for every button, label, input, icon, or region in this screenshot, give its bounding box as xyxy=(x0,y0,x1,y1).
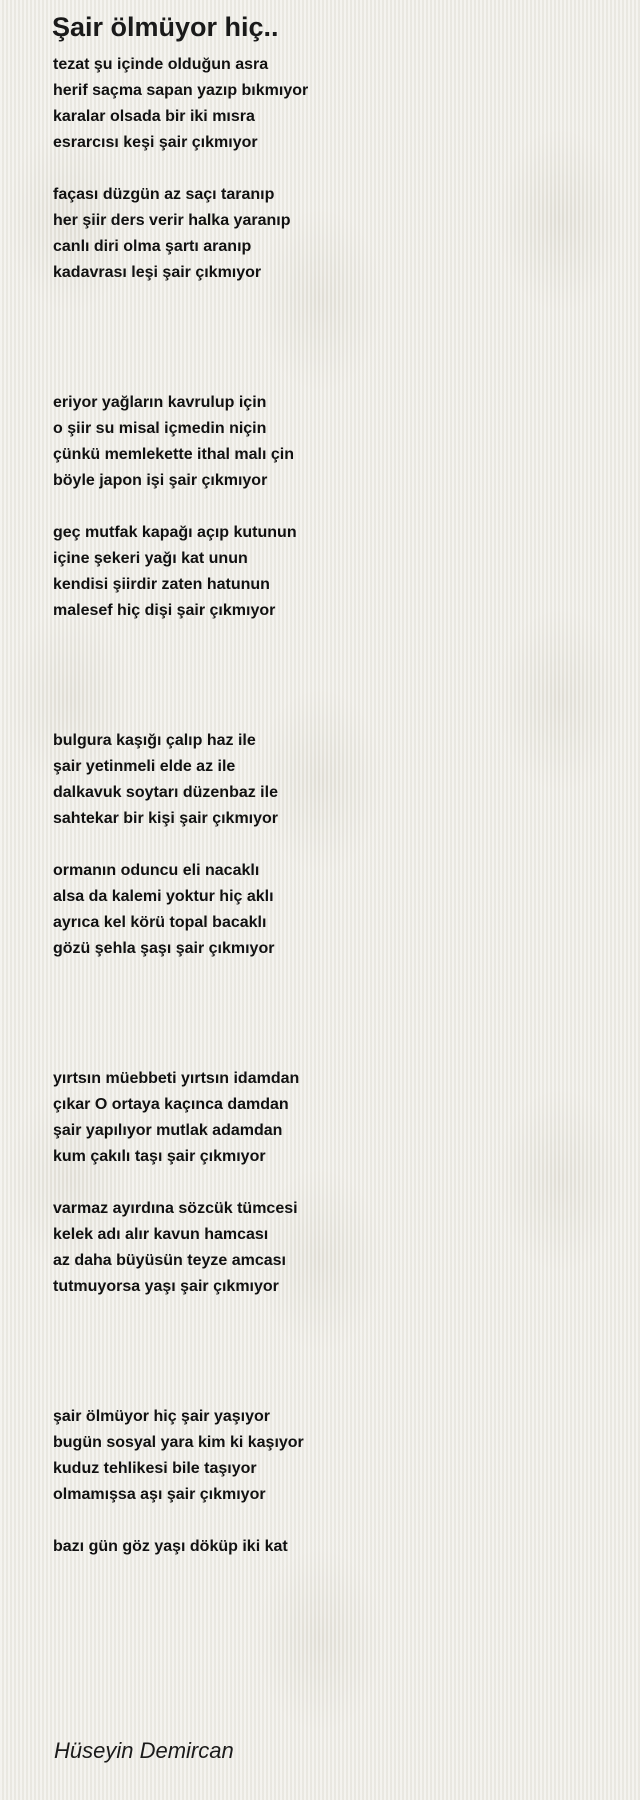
poem-line: çıkar O ortaya kaçınca damdan xyxy=(53,1096,289,1113)
poem-line: kendisi şiirdir zaten hatunun xyxy=(53,576,270,593)
poem-line: yırtsın müebbeti yırtsın idamdan xyxy=(53,1070,300,1087)
poem-line: şair yapılıyor mutlak adamdan xyxy=(53,1122,283,1139)
poem-line: herif saçma sapan yazıp bıkmıyor xyxy=(53,82,309,99)
section-spacer xyxy=(53,962,613,1066)
poem-line: olmamışsa aşı şair çıkmıyor xyxy=(53,1486,266,1503)
stanza-5 xyxy=(53,728,613,832)
poem-line: karalar olsada bir iki mısra xyxy=(53,108,255,125)
poem-title: Şair ölmüyor hiç.. xyxy=(52,12,279,42)
poem-line: şair yetinmeli elde az ile xyxy=(53,758,236,775)
stanza-10 xyxy=(53,1534,613,1560)
poem-line: malesef hiç dişi şair çıkmıyor xyxy=(53,602,276,619)
stanza-7 xyxy=(53,1066,613,1170)
poem-line: o şiir su misal içmedin niçin xyxy=(53,420,267,437)
poem-line: kum çakılı taşı şair çıkmıyor xyxy=(53,1148,266,1165)
stanza-spacer xyxy=(53,1170,613,1196)
section-spacer xyxy=(53,1300,613,1404)
stanza-spacer xyxy=(53,156,613,182)
poem-line: şair ölmüyor hiç şair yaşıyor xyxy=(53,1408,270,1425)
section-spacer xyxy=(53,624,613,728)
poem-line: bazı gün göz yaşı döküp iki kat xyxy=(53,1538,288,1555)
poem-line: az daha büyüsün teyze amcası xyxy=(53,1252,286,1269)
poem-line: sahtekar bir kişi şair çıkmıyor xyxy=(53,810,279,827)
poem-line: dalkavuk soytarı düzenbaz ile xyxy=(53,784,278,801)
stanza-9 xyxy=(53,1404,613,1508)
poem-line: eriyor yağların kavrulup için xyxy=(53,394,267,411)
poem-line: tutmuyorsa yaşı şair çıkmıyor xyxy=(53,1278,279,1295)
poem-line: böyle japon işi şair çıkmıyor xyxy=(53,472,268,489)
stanza-6 xyxy=(53,858,613,962)
stanza-spacer xyxy=(53,832,613,858)
stanza-2 xyxy=(53,182,613,286)
poem-line: içine şekeri yağı kat unun xyxy=(53,550,248,567)
poem-line: her şiir ders verir halka yaranıp xyxy=(53,212,291,229)
stanza-1 xyxy=(53,52,613,156)
poem-body xyxy=(53,52,613,1560)
poem-line: ormanın oduncu eli nacaklı xyxy=(53,862,260,879)
poem-line: alsa da kalemi yoktur hiç aklı xyxy=(53,888,274,905)
stanza-8 xyxy=(53,1196,613,1300)
poem-line: bulgura kaşığı çalıp haz ile xyxy=(53,732,256,749)
poem-line: bugün sosyal yara kim ki kaşıyor xyxy=(53,1434,304,1451)
stanza-spacer xyxy=(53,494,613,520)
poem-line: kelek adı alır kavun hamcası xyxy=(53,1226,269,1243)
poem-line: kuduz tehlikesi bile taşıyor xyxy=(53,1460,257,1477)
poem-line: varmaz ayırdına sözcük tümcesi xyxy=(53,1200,298,1217)
stanza-spacer xyxy=(53,1508,613,1534)
stanza-3 xyxy=(53,390,613,494)
poem-line: ayrıca kel körü topal bacaklı xyxy=(53,914,267,931)
section-spacer xyxy=(53,286,613,390)
poem-author: Hüseyin Demircan xyxy=(54,1738,234,1763)
stanza-4 xyxy=(53,520,613,624)
poem-line: gözü şehla şaşı şair çıkmıyor xyxy=(53,940,275,957)
poem-line: canlı diri olma şartı aranıp xyxy=(53,238,252,255)
poem-line: façası düzgün az saçı taranıp xyxy=(53,186,275,203)
poem-line: geç mutfak kapağı açıp kutunun xyxy=(53,524,297,541)
poem-line: esrarcısı keşi şair çıkmıyor xyxy=(53,134,258,151)
poem-line: kadavrası leşi şair çıkmıyor xyxy=(53,264,262,281)
poem-line: çünkü memlekette ithal malı çin xyxy=(53,446,294,463)
poem-line: tezat şu içinde olduğun asra xyxy=(53,56,269,73)
